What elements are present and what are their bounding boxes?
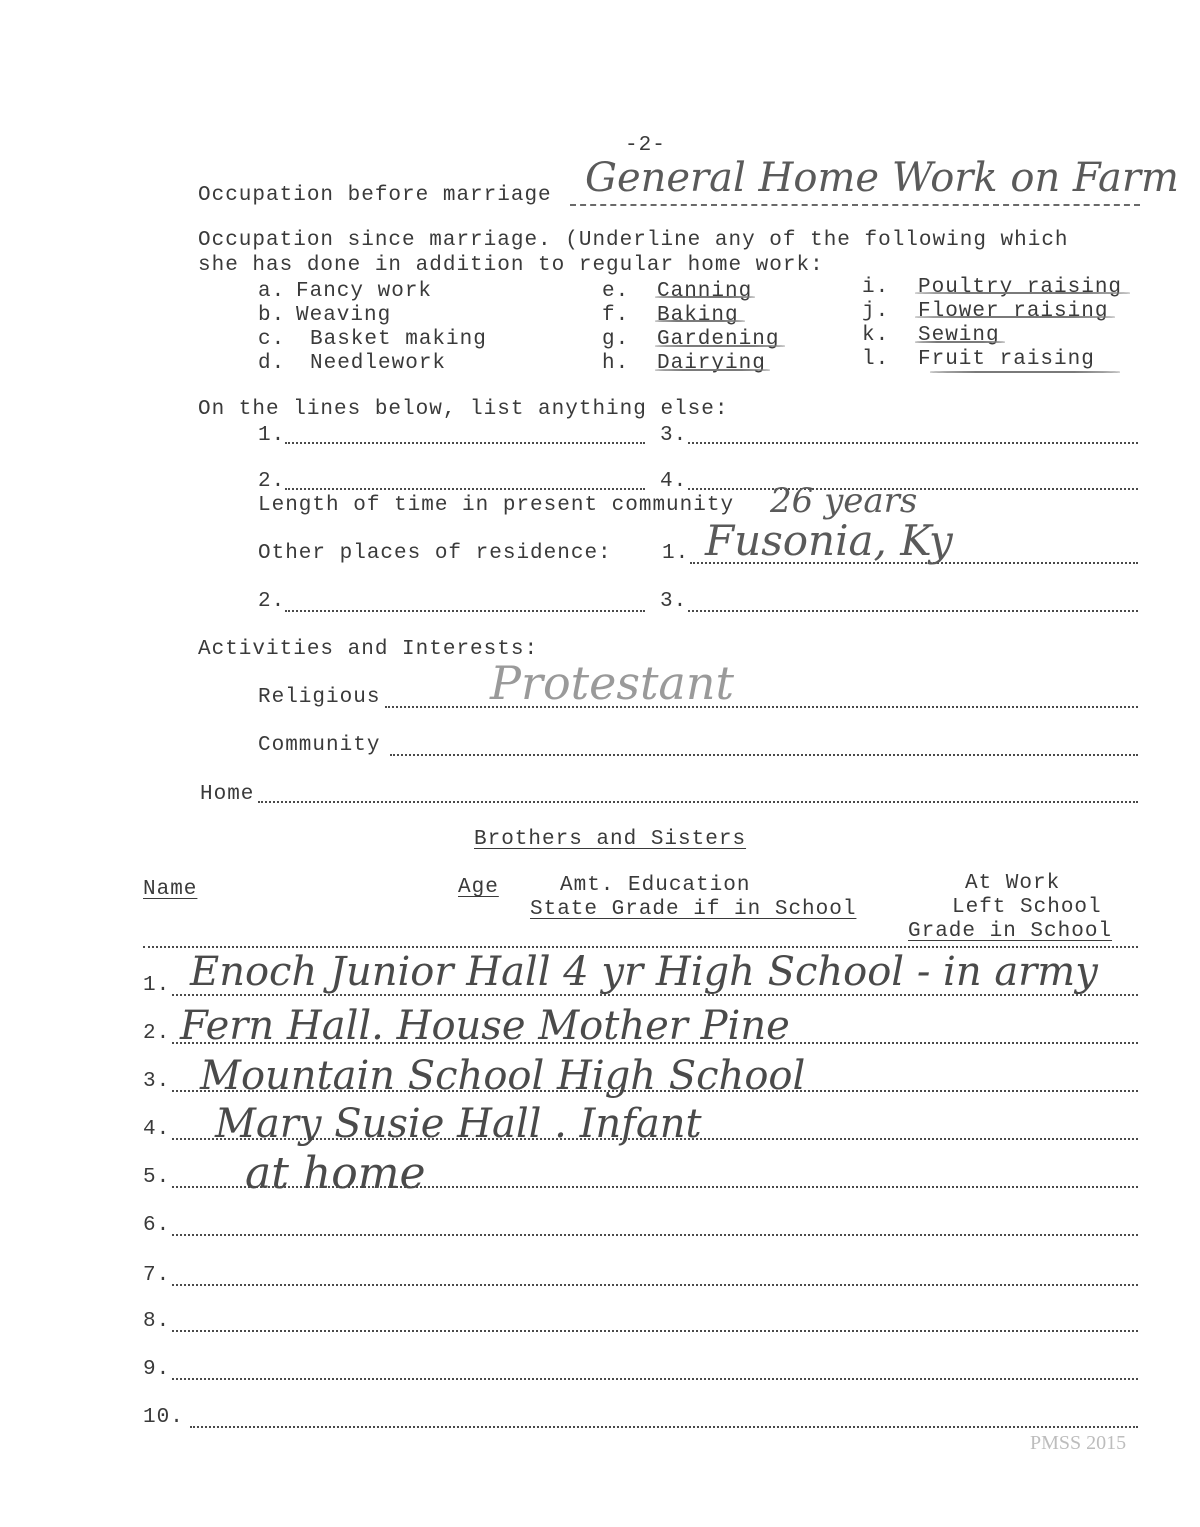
col-education-line2: State Grade if in School: [530, 898, 857, 921]
option-fancy-work: Fancy work: [296, 280, 433, 303]
row-number: 8.: [143, 1310, 171, 1333]
option-letter: l.: [862, 348, 890, 371]
option-canning: Canning: [657, 280, 753, 303]
religious-answer: Protestant: [490, 656, 734, 710]
length-time-label: Length of time in present community: [258, 494, 735, 517]
option-baking: Baking: [657, 304, 739, 327]
col-work-line1: At Work: [965, 872, 1061, 895]
option-basket-making: Basket making: [310, 328, 487, 351]
community-line: [390, 754, 1138, 756]
row-number: 4.: [143, 1118, 171, 1141]
occupation-before-label: Occupation before marriage: [198, 184, 552, 207]
row-number: 2.: [143, 1022, 171, 1045]
home-line: [258, 801, 1138, 803]
col-age: Age: [458, 876, 499, 899]
option-letter: j.: [862, 300, 890, 323]
residence-number: 1.: [662, 542, 690, 565]
option-letter: k.: [862, 324, 890, 347]
option-letter: e.: [602, 280, 630, 303]
option-weaving: Weaving: [296, 304, 392, 327]
occupation-since-line2: she has done in addition to regular home work:: [198, 254, 824, 277]
underline-mark: [930, 371, 1120, 373]
sibling-entry-1: Enoch Junior Hall 4 yr High School - in army: [190, 949, 1098, 995]
row-number: 1.: [143, 974, 171, 997]
underline-mark: [915, 316, 1115, 318]
row-number: 3.: [143, 1070, 171, 1093]
option-gardening: Gardening: [657, 328, 780, 351]
option-letter: h.: [602, 352, 630, 375]
table-row: [172, 1284, 1138, 1286]
home-label: Home: [200, 783, 255, 806]
table-row: [172, 1378, 1138, 1380]
residence-answer-1: Fusonia, Ky: [705, 516, 953, 565]
list-number: 1.: [258, 424, 286, 447]
sibling-entry-5: at home: [245, 1148, 426, 1199]
option-fruit-raising: Fruit raising: [918, 348, 1095, 371]
list-line-3: [688, 442, 1138, 444]
underline-mark: [655, 296, 755, 298]
col-name: Name: [143, 878, 198, 901]
activities-label: Activities and Interests:: [198, 638, 539, 661]
option-letter: b.: [258, 304, 286, 327]
list-line-1: [285, 442, 645, 444]
row-number: 7.: [143, 1264, 171, 1287]
underline-mark: [655, 369, 770, 371]
list-number: 4.: [660, 470, 688, 493]
row-number: 10.: [143, 1406, 184, 1429]
residence-line-2: [285, 610, 645, 612]
siblings-title: Brothers and Sisters: [474, 828, 747, 851]
table-row: [172, 1330, 1138, 1332]
option-dairying: Dairying: [657, 352, 766, 375]
religious-label: Religious: [258, 686, 381, 709]
length-time-answer: 26 years: [770, 481, 918, 521]
residence-line-3: [688, 610, 1138, 612]
option-poultry-raising: Poultry raising: [918, 276, 1123, 299]
table-row: [172, 1234, 1138, 1236]
col-education-line1: Amt. Education: [560, 874, 751, 897]
sibling-entry-3: Mountain School High School: [200, 1053, 806, 1099]
row-number: 6.: [143, 1214, 171, 1237]
residence-number: 2.: [258, 590, 286, 613]
option-sewing: Sewing: [918, 324, 1000, 347]
list-number: 3.: [660, 424, 688, 447]
option-flower-raising: Flower raising: [918, 300, 1109, 323]
table-row: [190, 1426, 1138, 1428]
option-letter: a.: [258, 280, 286, 303]
other-places-label: Other places of residence:: [258, 542, 612, 565]
occupation-before-answer: General Home Work on Farm: [585, 155, 1179, 201]
row-number: 5.: [143, 1166, 171, 1189]
header-line: [143, 946, 1138, 948]
list-number: 2.: [258, 470, 286, 493]
residence-number: 3.: [660, 590, 688, 613]
option-letter: i.: [862, 276, 890, 299]
occupation-since-line1: Occupation since marriage. (Underline any of the following which: [198, 229, 1069, 252]
underline-mark: [655, 345, 785, 347]
occupation-before-line: [570, 204, 1140, 206]
col-work-line2: Left School: [952, 896, 1102, 919]
option-letter: d.: [258, 352, 286, 375]
col-work-line3: Grade in School: [908, 920, 1113, 943]
footer-watermark: PMSS 2015: [1030, 1432, 1127, 1454]
sibling-entry-2: Fern Hall. House Mother Pine: [180, 1003, 790, 1049]
underline-mark: [655, 320, 745, 322]
page-number: -2-: [625, 134, 666, 157]
list-line-2: [285, 488, 645, 490]
option-letter: c.: [258, 328, 286, 351]
option-needlework: Needlework: [310, 352, 447, 375]
option-letter: f.: [602, 304, 630, 327]
underline-mark: [915, 341, 1005, 343]
underline-mark: [915, 292, 1130, 294]
community-label: Community: [258, 734, 381, 757]
option-letter: g.: [602, 328, 630, 351]
list-else-label: On the lines below, list anything else:: [198, 398, 729, 421]
row-number: 9.: [143, 1358, 171, 1381]
sibling-entry-4: Mary Susie Hall . Infant: [215, 1101, 702, 1147]
